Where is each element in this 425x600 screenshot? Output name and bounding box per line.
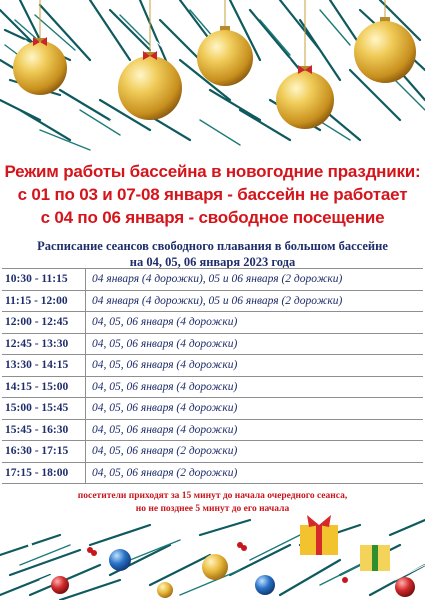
session-time: 12:00 - 12:45 <box>2 312 86 334</box>
session-dates: 04, 05, 06 января (4 дорожки) <box>86 419 424 441</box>
session-dates: 04, 05, 06 января (2 дорожки) <box>86 462 424 484</box>
session-dates: 04, 05, 06 января (4 дорожки) <box>86 312 424 334</box>
table-row <box>2 462 423 484</box>
headline-line-3: с 04 по 06 января - свободное посещение <box>40 208 385 227</box>
table-row <box>2 398 423 420</box>
session-dates: 04, 05, 06 января (2 дорожки) <box>86 441 424 463</box>
gift-box-icon <box>300 515 338 555</box>
headline-line-2: с 01 по 03 и 07-08 января - бассейн не работает <box>17 185 408 204</box>
table-row <box>2 355 423 377</box>
session-dates: 04, 05, 06 января (4 дорожки) <box>86 333 424 355</box>
ornament-icon <box>109 549 131 571</box>
table-row <box>2 419 423 441</box>
schedule-title-line-2: на 04, 05, 06 января 2023 года <box>129 255 296 269</box>
ornament-icon <box>395 577 415 597</box>
session-time: 14:15 - 15:00 <box>2 376 86 398</box>
schedule-title-line-1: Расписание сеансов свободного плавания в большом бассейне <box>37 239 388 253</box>
headline <box>0 160 425 229</box>
session-time: 16:30 - 17:15 <box>2 441 86 463</box>
headline-line-1: Режим работы бассейна в новогодние праздники: <box>4 162 421 181</box>
ornament-icon <box>202 554 228 580</box>
table-row <box>2 269 423 291</box>
ornament-icon <box>51 576 69 594</box>
gift-box-icon <box>360 545 390 571</box>
gold-ornament-icon <box>276 66 334 129</box>
session-time: 10:30 - 11:15 <box>2 269 86 291</box>
session-dates: 04 января (4 дорожки), 05 и 06 января (2 дорожки) <box>86 269 424 291</box>
top-christmas-decoration <box>0 0 425 160</box>
table-row <box>2 312 423 334</box>
table-row <box>2 441 423 463</box>
session-time: 11:15 - 12:00 <box>2 290 86 312</box>
table-row <box>2 376 423 398</box>
schedule-table <box>2 268 423 484</box>
bottom-christmas-decoration <box>0 505 425 600</box>
schedule-title <box>0 238 425 270</box>
session-time: 15:00 - 15:45 <box>2 398 86 420</box>
session-dates: 04 января (4 дорожки), 05 и 06 января (2 дорожки) <box>86 290 424 312</box>
session-time: 13:30 - 14:15 <box>2 355 86 377</box>
table-row <box>2 290 423 312</box>
gold-ornament-icon <box>118 52 182 120</box>
ornament-icon <box>157 582 173 598</box>
ornament-icon <box>255 575 275 595</box>
session-time: 17:15 - 18:00 <box>2 462 86 484</box>
session-dates: 04, 05, 06 января (4 дорожки) <box>86 355 424 377</box>
session-time: 15:45 - 16:30 <box>2 419 86 441</box>
session-dates: 04, 05, 06 января (4 дорожки) <box>86 398 424 420</box>
table-row <box>2 333 423 355</box>
session-dates: 04, 05, 06 января (4 дорожки) <box>86 376 424 398</box>
arrival-note-line-1: посетители приходят за 15 минут до начала очередного сеанса, <box>77 491 348 501</box>
arrival-note-line-2: но не позднее 5 минут до его начала <box>135 504 290 514</box>
gold-ornament-icon <box>13 38 67 95</box>
session-time: 12:45 - 13:30 <box>2 333 86 355</box>
